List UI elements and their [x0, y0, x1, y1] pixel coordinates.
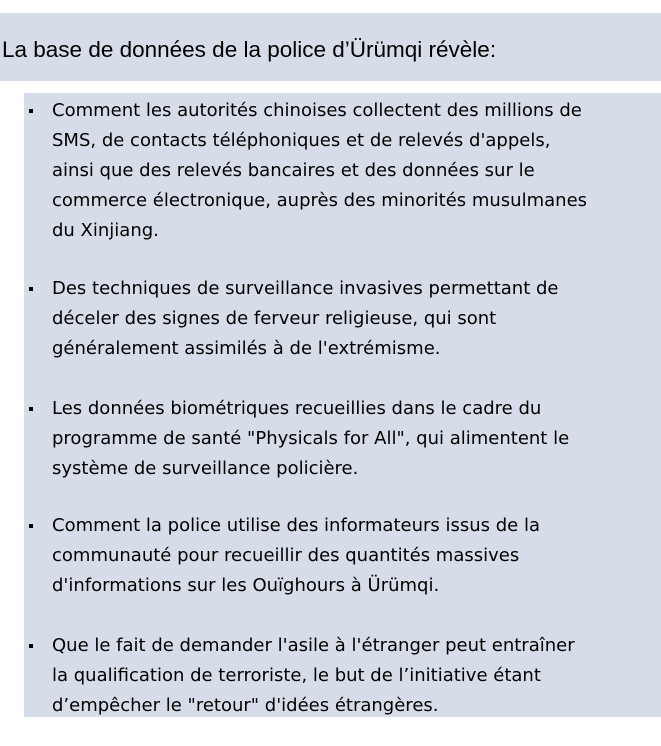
text-line: du Xinjiang.	[52, 220, 159, 241]
square-bullet-icon	[29, 287, 33, 291]
square-bullet-icon	[29, 644, 33, 648]
bullet-text	[52, 511, 657, 601]
text-line: communauté pour recueillir des quantités massives	[52, 545, 520, 566]
findings-panel	[24, 93, 661, 717]
text-line: commerce électronique, auprès des minorités musulmanes	[52, 190, 588, 211]
page-title: La base de données de la police d’Ürümqi révèle:	[2, 37, 497, 62]
text-line: déceler des signes de ferveur religieuse, qui sont	[52, 308, 497, 329]
square-bullet-icon	[29, 407, 33, 411]
bullet-text	[52, 394, 657, 484]
text-line: Des techniques de surveillance invasives permettant de	[52, 278, 559, 299]
text-line: Que le fait de demander l'asile à l'étranger peut entraîner	[52, 635, 575, 656]
bullet-text	[52, 96, 657, 246]
text-line: Les données biométriques recueillies dans le cadre du	[52, 398, 542, 419]
square-bullet-icon	[29, 524, 33, 528]
text-line: d'informations sur les Ouïghours à Ürümqi.	[52, 575, 440, 596]
bullet-text	[52, 631, 657, 721]
text-line: système de surveillance policière.	[52, 458, 359, 479]
text-line: généralement assimilés à de l'extrémisme.	[52, 338, 441, 359]
text-line: Comment la police utilise des informateurs issus de la	[52, 515, 541, 536]
text-line: d’empêcher le "retour" d'idées étrangères.	[52, 695, 439, 716]
text-line: ainsi que des relevés bancaires et des données sur le	[52, 160, 535, 181]
square-bullet-icon	[29, 109, 33, 113]
text-line: la qualification de terroriste, le but de l’initiative étant	[52, 665, 541, 686]
text-line: SMS, de contacts téléphoniques et de relevés d'appels,	[52, 130, 551, 151]
text-line: programme de santé "Physicals for All", qui alimentent le	[52, 428, 570, 449]
bullet-text	[52, 274, 657, 364]
text-line: Comment les autorités chinoises collectent des millions de	[52, 100, 582, 121]
